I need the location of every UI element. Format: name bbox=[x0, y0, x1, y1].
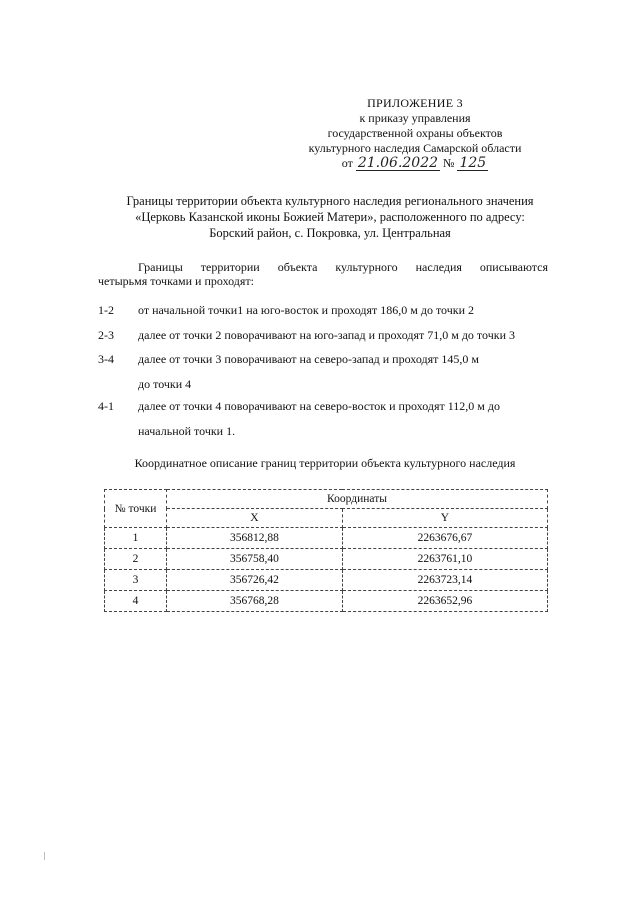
appendix-line-1: к приказу управления bbox=[359, 111, 471, 125]
appendix-title: ПРИЛОЖЕНИЕ 3 bbox=[367, 96, 463, 110]
cell-y: 2263676,67 bbox=[342, 528, 547, 549]
heading-line-1: Границы территории объекта культурного наследия регионального значения bbox=[126, 194, 534, 208]
segment-number: 2-3 bbox=[98, 328, 114, 342]
appendix-date-line bbox=[280, 156, 550, 171]
cell-y: 2263761,10 bbox=[342, 549, 547, 570]
header-x: X bbox=[167, 509, 343, 528]
header-point: № точки bbox=[105, 490, 167, 528]
table-row bbox=[105, 528, 548, 549]
segment-text: далее от точки 2 поворачивают на юго-запад и проходят 71,0 м до точки 3 bbox=[138, 328, 515, 342]
coordinates-title: Координатное описание границ территории объекта культурного наследия bbox=[134, 456, 516, 470]
table-header-row bbox=[105, 490, 548, 509]
appendix-line-2: государственной охраны объектов bbox=[327, 126, 503, 140]
intro-line-1: Границы территории объекта культурного наследия описываются bbox=[138, 260, 548, 274]
segment-text: далее от точки 4 поворачивают на северо-восток и проходят 112,0 м до bbox=[138, 399, 500, 413]
intro-paragraph bbox=[98, 260, 548, 288]
appendix-line-3: культурного наследия Самарской области bbox=[308, 141, 522, 155]
heading-line-3: Борский район, с. Покровка, ул. Центральная bbox=[209, 226, 451, 240]
cell-x: 356768,28 bbox=[167, 591, 343, 612]
cell-x: 356758,40 bbox=[167, 549, 343, 570]
cell-x: 356726,42 bbox=[167, 570, 343, 591]
table-subheader-row bbox=[105, 509, 548, 528]
table-row bbox=[105, 549, 548, 570]
cell-point: 4 bbox=[105, 591, 167, 612]
segment-text: от начальной точки1 на юго-восток и проходят 186,0 м до точки 2 bbox=[138, 303, 475, 317]
header-coordinates: Координаты bbox=[167, 490, 548, 509]
coordinates-table bbox=[104, 489, 548, 612]
segment-text: далее от точки 3 поворачивают на северо-запад и проходят 145,0 м bbox=[138, 352, 479, 366]
segment-text-continued: до точки 4 bbox=[138, 377, 192, 391]
date-prefix: от bbox=[341, 156, 353, 170]
handwritten-number: 125 bbox=[459, 155, 487, 171]
header-y: Y bbox=[342, 509, 547, 528]
segment-text-continued: начальной точки 1. bbox=[138, 424, 236, 438]
segment-number: 1-2 bbox=[98, 303, 114, 317]
intro-line-2: четырьмя точками и проходят: bbox=[98, 274, 254, 288]
segment-number: 3-4 bbox=[98, 352, 114, 366]
number-prefix: № bbox=[443, 156, 455, 170]
cell-point: 3 bbox=[105, 570, 167, 591]
appendix-block bbox=[280, 96, 550, 171]
cell-point: 1 bbox=[105, 528, 167, 549]
cell-y: 2263652,96 bbox=[342, 591, 547, 612]
table-row bbox=[105, 570, 548, 591]
document-heading bbox=[90, 193, 570, 241]
scan-mark bbox=[44, 852, 45, 860]
table-row bbox=[105, 591, 548, 612]
cell-point: 2 bbox=[105, 549, 167, 570]
segment-number: 4-1 bbox=[98, 399, 114, 413]
cell-y: 2263723,14 bbox=[342, 570, 547, 591]
handwritten-date: 21.06.2022 bbox=[357, 155, 439, 171]
heading-line-2: «Церковь Казанской иконы Божией Матери», расположенного по адресу: bbox=[135, 210, 525, 224]
cell-x: 356812,88 bbox=[167, 528, 343, 549]
